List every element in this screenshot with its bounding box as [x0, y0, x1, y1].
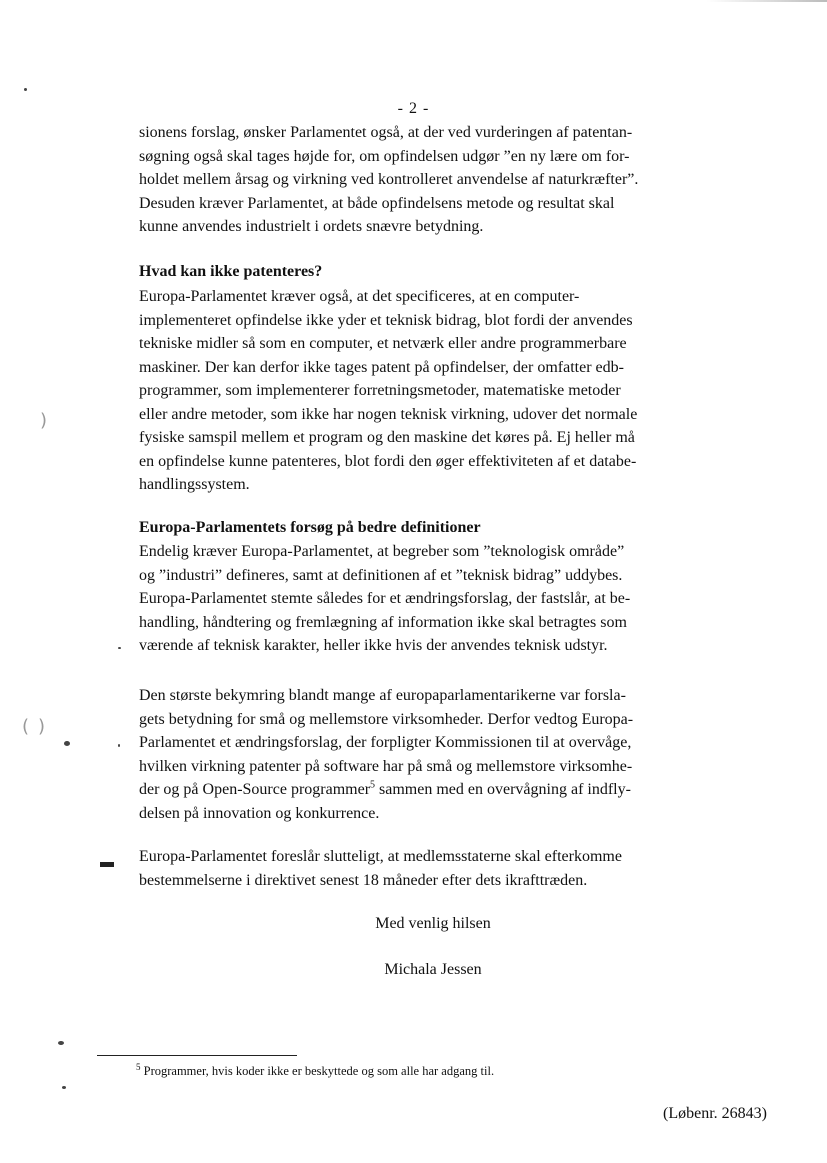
scan-speck — [118, 744, 120, 747]
scan-speck — [62, 1086, 66, 1089]
section-heading-not-patentable: Hvad kan ikke patenteres? — [139, 263, 323, 280]
margin-mark — [100, 862, 114, 867]
text-segment: der og på Open-Source programmer — [139, 781, 371, 798]
punch-hole-mark: ) — [40, 410, 48, 431]
text-segment: sammen med en overvågning af indfly- — [375, 781, 631, 798]
text-line: delsen på innovation og konkurrence. — [139, 804, 380, 822]
text-line: bestemmelserne i direktivet senest 18 måneder efter dets ikrafttræden. — [139, 871, 588, 889]
text-line: eller andre metoder, som ikke har nogen teknisk virkning, udover det normale — [139, 405, 638, 423]
text-line: hvilken virkning patenter på software har på små og mellemstore virksomhe- — [139, 757, 633, 775]
closing-greeting: Med venlig hilsen — [375, 915, 491, 932]
page-number: - 2 - — [397, 100, 430, 117]
scan-speck — [58, 1041, 64, 1045]
text-line: søgning også skal tages højde for, om opfindelsen udgør ”en ny lære om for- — [139, 147, 630, 165]
footnote-number: 5 — [136, 1062, 141, 1072]
text-line: sionens forslag, ønsker Parlamentet også, at der ved vurderingen af patentan- — [139, 124, 633, 141]
text-line: Europa-Parlamentet foreslår slutteligt, at medlemsstaterne skal efterkomme — [139, 848, 622, 865]
text-line: maskiner. Der kan derfor ikke tages patent på opfindelser, der omfatter edb- — [139, 358, 624, 376]
text-line: kunne anvendes industrielt i ordets snævre betydning. — [139, 218, 484, 235]
punch-hole-mark: ) — [38, 716, 46, 737]
text-line: gets betydning for små og mellemstore virksomheder. Derfor vedtog Europa- — [139, 710, 634, 728]
text-line: Europa-Parlamentet kræver også, at det specificeres, at en computer- — [139, 288, 580, 305]
text-line: Europa-Parlamentet stemte således for et ændringsforslag, der fastslår, at be- — [139, 590, 631, 607]
text-line: handlingssystem. — [139, 476, 250, 493]
footnote — [136, 1062, 494, 1079]
text-line: værende af teknisk karakter, heller ikke hvis der anvendes teknisk udstyr. — [139, 637, 608, 654]
paragraph-continuation — [139, 121, 739, 239]
paragraph-sme-concern — [139, 684, 739, 825]
paragraph-definitions — [139, 540, 739, 658]
section-heading-definitions: Europa-Parlamentets forsøg på bedre definitioner — [139, 519, 481, 536]
footnote-reference: 5 — [370, 779, 376, 791]
paragraph-not-patentable — [139, 285, 739, 497]
footnote-divider — [97, 1055, 297, 1056]
text-line: handling, håndtering og fremlægning af information ikke skal betragtes som — [139, 613, 627, 631]
text-line: Endelig kræver Europa-Parlamentet, at begreber som ”teknologisk område” — [139, 543, 625, 560]
text-line: Desuden kræver Parlamentet, at både opfindelsens metode og resultat skal — [139, 194, 615, 212]
signature-name: Michala Jessen — [384, 961, 482, 978]
punch-hole-mark: ( — [22, 716, 30, 737]
text-line: og ”industri” defineres, samt at definitionen af et ”teknisk bidrag” uddybes. — [139, 566, 623, 584]
scan-speck — [64, 741, 70, 746]
text-line: en opfindelse kunne patenteres, blot fordi den øger effektiviteten af et databe- — [139, 452, 637, 470]
text-line: implementeret opfindelse ikke yder et teknisk bidrag, blot fordi der anvendes — [139, 311, 633, 329]
paragraph-conclusion — [139, 845, 739, 892]
text-line — [139, 778, 739, 802]
text-line: fysiske samspil mellem et program og den maskine det køres på. Ej heller må — [139, 429, 635, 446]
scan-edge — [707, 0, 827, 2]
scan-speck — [24, 88, 27, 91]
text-line: Parlamentet et ændringsforslag, der forpligter Kommissionen til at overvåge, — [139, 734, 632, 751]
text-line: holdet mellem årsag og virkning ved kontrolleret anvendelse af naturkræfter”. — [139, 171, 639, 188]
text-line: Den største bekymring blandt mange af europaparlamentarikerne var forsla- — [139, 687, 626, 704]
footnote-text: Programmer, hvis koder ikke er beskyttede og som alle har adgang til. — [140, 1064, 495, 1079]
scan-speck — [118, 647, 121, 649]
text-line: programmer, som implementerer forretningsmetoder, matematiske metoder — [139, 382, 621, 399]
reference-number: (Løbenr. 26843) — [663, 1105, 767, 1122]
text-line: tekniske midler så som en computer, et netværk eller andre programmerbare — [139, 335, 627, 352]
